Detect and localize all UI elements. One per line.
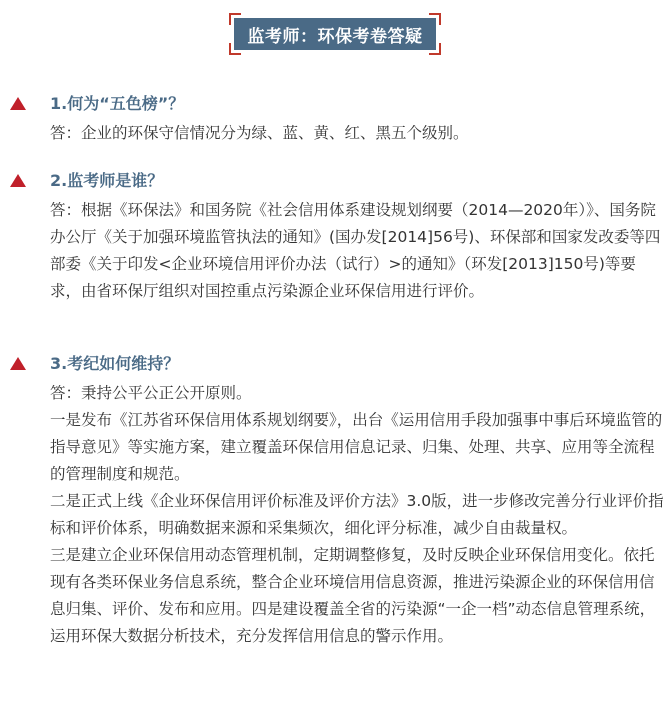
answer-paragraph: 二是正式上线《企业环保信用评价标准及评价方法》3.0版，进一步修改完善分行业评价指标和评价体系，明确数据来源和采集频次，细化评分标准，减少自由裁量权。 — [50, 492, 664, 537]
answer-text — [50, 120, 665, 147]
header-title-box — [234, 18, 436, 50]
question-title: 1.何为“五色榜”？ — [50, 94, 185, 113]
answer-text — [50, 380, 665, 650]
page-title: 监考师：环保考卷答疑 — [247, 26, 423, 47]
red-triangle-icon — [10, 174, 26, 187]
red-triangle-icon — [10, 357, 26, 370]
answer-text — [50, 197, 665, 305]
answer-paragraph: 答：根据《环保法》和国务院《社会信用体系建设规划纲要（2014—2020年）》、国务院办公厅《关于加强环境监管执法的通知》(国办发[2014]56号)、环保部和国家发改委等四部委《关于印发<企业环境信用评价办法（试行）>的通知》（环发[2013]150号)等要求，由省环保厅组织对国控重点污染源企业环保信用进行评价。 — [50, 201, 661, 300]
answer-paragraph: 答：企业的环保守信情况分为绿、蓝、黄、红、黑五个级别。 — [50, 124, 469, 142]
answer-paragraph: 三是建立企业环保信用动态管理机制，定期调整修复，及时反映企业环保信用变化。依托现有各类环保业务信息系统，整合企业环境信用信息资源，推进污染源企业的环保信用信息归集、评价、发布和应用。四是建设覆盖全省的污染源“一企一档”动态信息管理系统，运用环保大数据分析技术，充分发挥信用信息的警示作用。 — [50, 546, 656, 645]
red-triangle-icon — [10, 97, 26, 110]
answer-paragraph: 答：秉持公平公正公开原则。 — [50, 384, 252, 402]
question-title: 3.考纪如何维持？ — [50, 354, 180, 373]
answer-paragraph: 一是发布《江苏省环保信用体系规划纲要》，出台《运用信用手段加强事中事后环境监管的指导意见》等实施方案，建立覆盖环保信用信息记录、归集、处理、共享、应用等全流程的管理制度和规范。 — [50, 411, 663, 483]
question-title: 2.监考师是谁？ — [50, 171, 164, 190]
header-banner — [229, 13, 441, 55]
